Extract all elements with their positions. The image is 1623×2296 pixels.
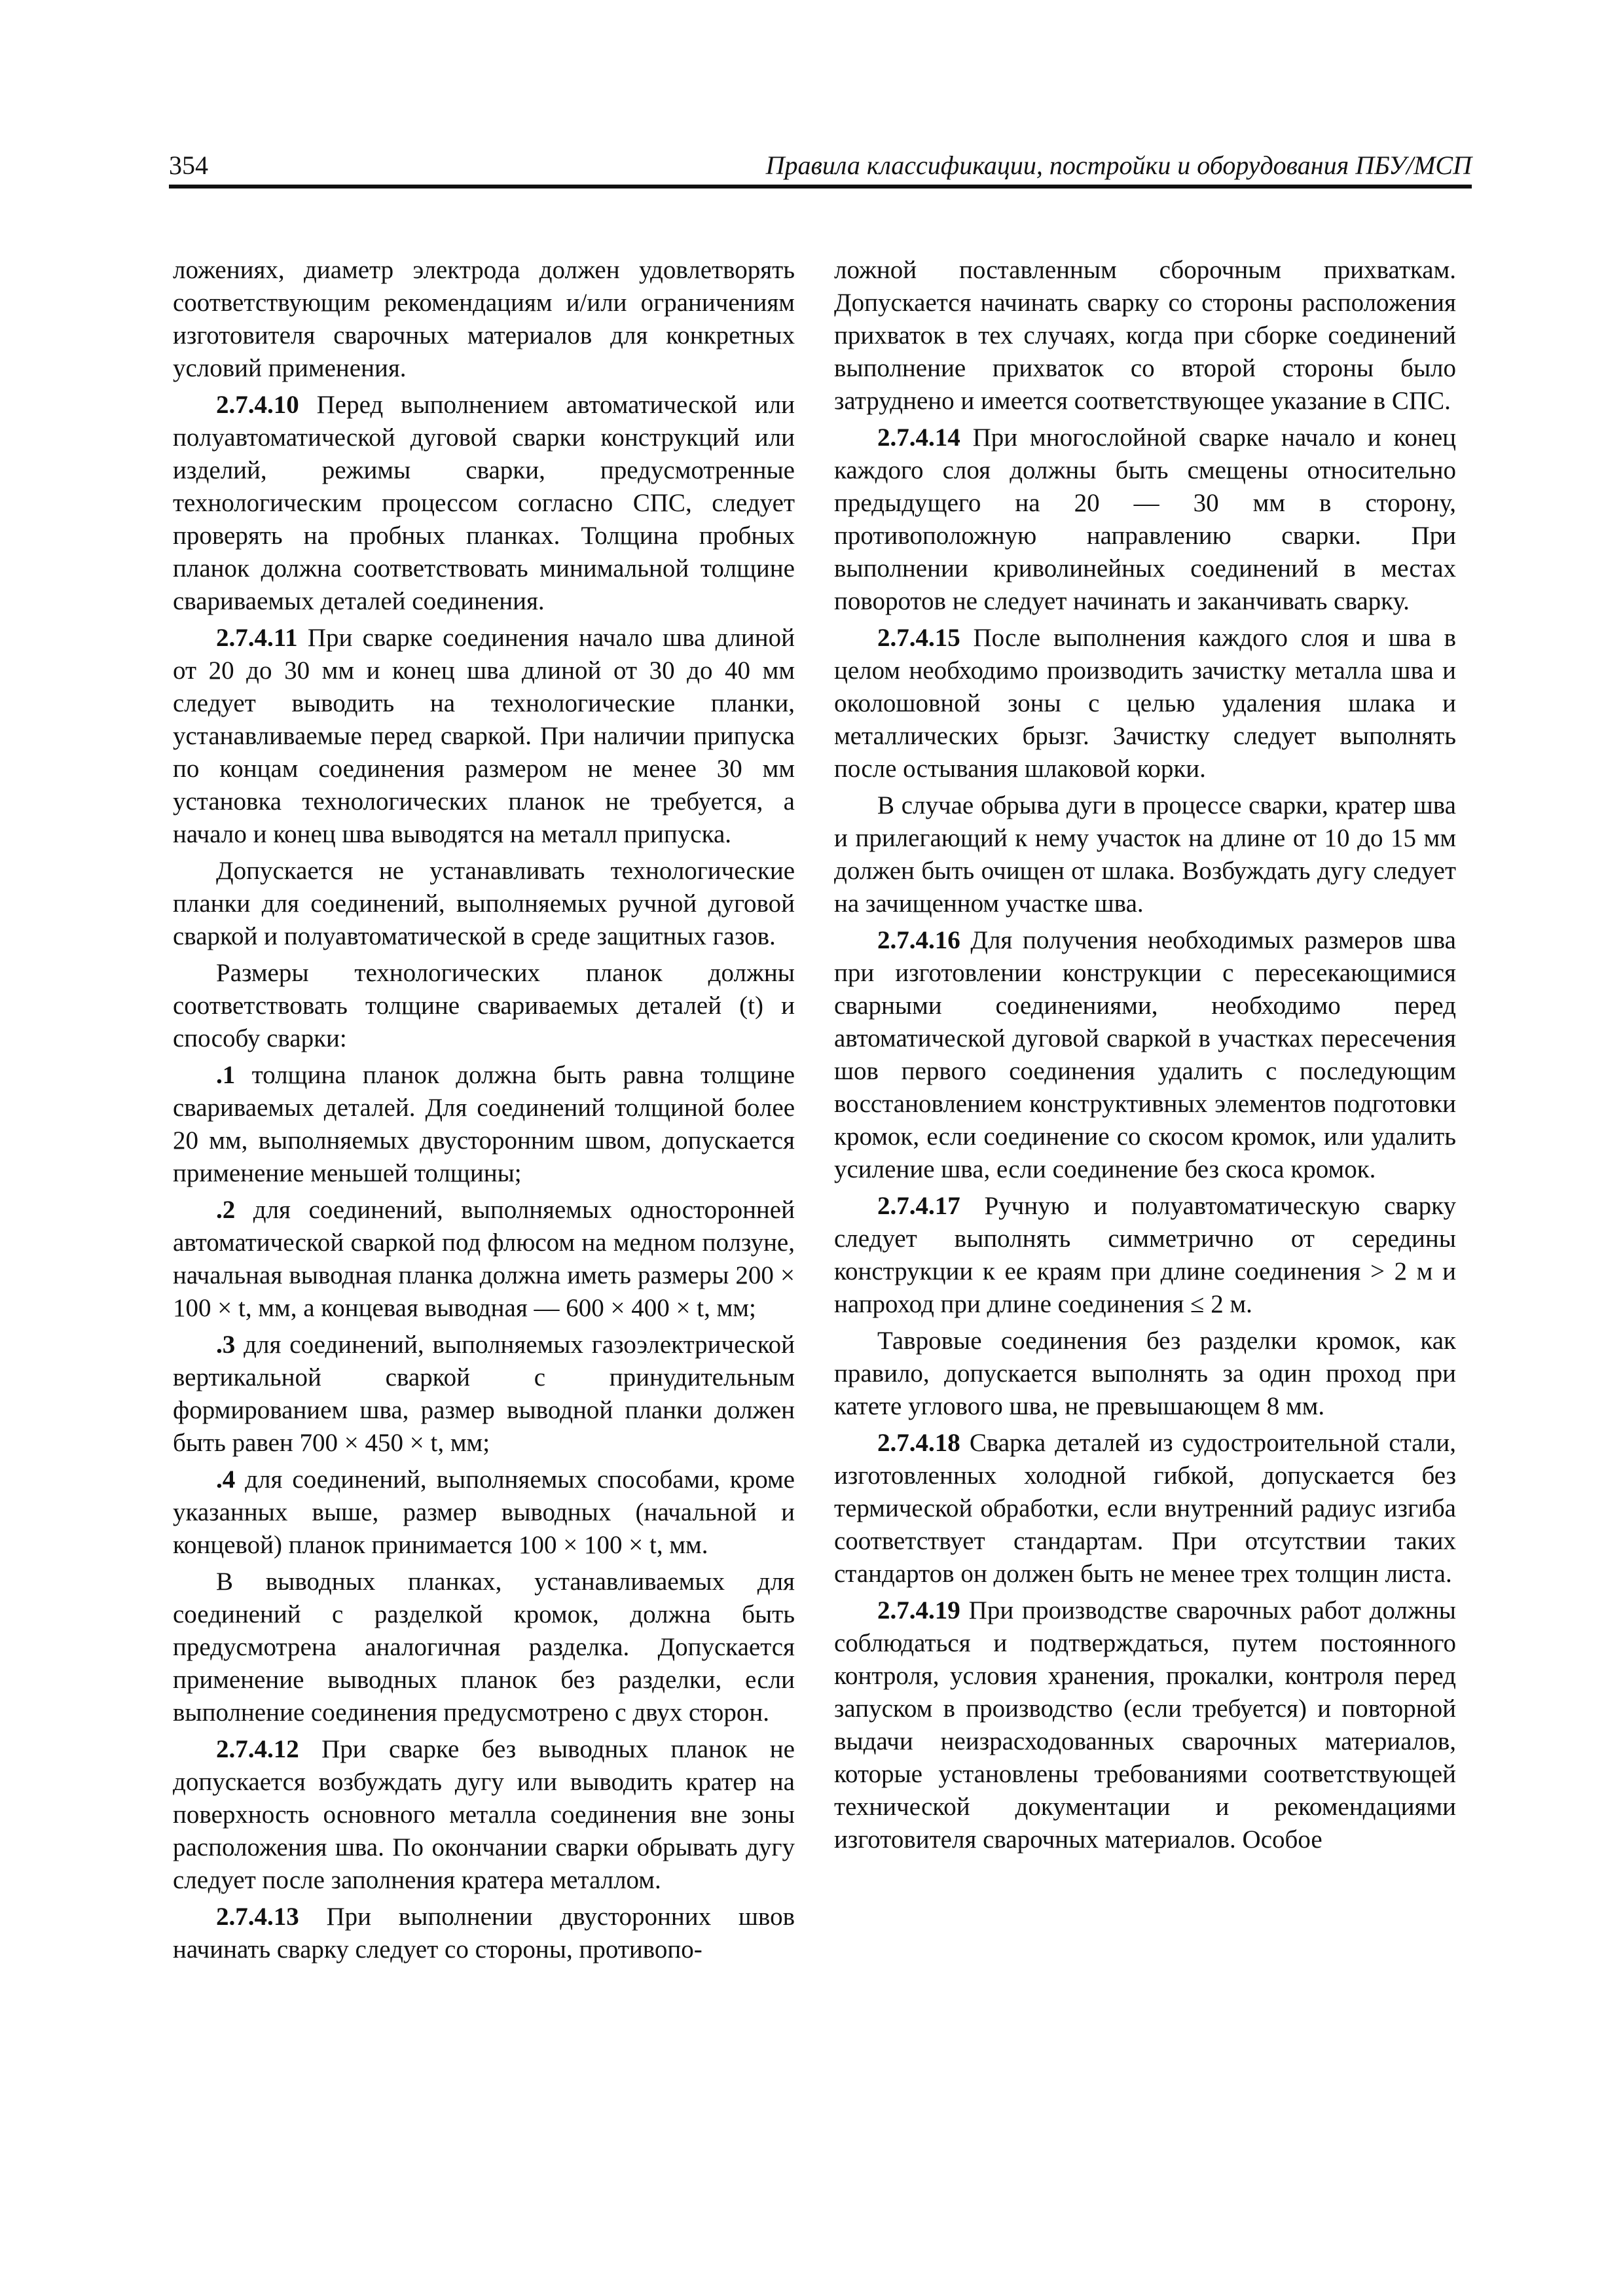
paragraph-text: Сварка деталей из судостроительной стали, изготовленных холодной гибкой, допускается без термической обработки, если внутренний радиус изгиба соответствует стандартам. При отсутствии таких стандартов он должен быть не менее трех толщин листа. bbox=[834, 1429, 1456, 1588]
paragraph-text: Ручную и полуавтоматическую сварку следует выполнять симметрично от середины конструкции к ее краям при длине соединения > 2 м и напроход при длине соединения ≤ 2 м. bbox=[834, 1192, 1456, 1318]
paragraph-text: для соединений, выполняемых газоэлектрической вертикальной сваркой с принудительным формированием шва, размер выводной планки должен быть равен 700 × 450 × t, мм; bbox=[173, 1331, 795, 1457]
clause-number: .3 bbox=[216, 1331, 236, 1359]
clause-number: 2.7.4.12 bbox=[216, 1735, 299, 1763]
clause-number: .1 bbox=[216, 1061, 236, 1089]
paragraph bbox=[834, 924, 1456, 1186]
paragraph-text: После выполнения каждого слоя и шва в целом необходимо производить зачистку металла шва и околошовной зоны с целью удаления шлака и металлических брызг. Зачистку следует выполнять после остывания шлаковой корки. bbox=[834, 624, 1456, 783]
paragraph-text: Перед выполнением автоматической или полуавтоматической дуговой сварки конструкций или изделий, режимы сварки, предусмотренные технологическим процессом согласно СПС, следует проверять на пробных планках. Толщина пробных планок должна соответствовать минимальной толщине свариваемых деталей соединения. bbox=[173, 391, 795, 615]
paragraph bbox=[173, 1059, 795, 1190]
paragraph-text: В случае обрыва дуги в процессе сварки, кратер шва и прилегающий к нему участок на длине от 10 до 15 мм должен быть очищен от шлака. Возбуждать дугу следует на зачищенном участке шва. bbox=[834, 791, 1456, 918]
clause-number: 2.7.4.14 bbox=[877, 423, 960, 452]
paragraph bbox=[173, 1733, 795, 1897]
clause-number: 2.7.4.18 bbox=[877, 1429, 960, 1457]
paragraph bbox=[834, 1325, 1456, 1423]
paragraph bbox=[173, 1194, 795, 1325]
paragraph bbox=[834, 789, 1456, 920]
clause-number: 2.7.4.10 bbox=[216, 391, 299, 419]
clause-number: 2.7.4.15 bbox=[877, 624, 960, 652]
paragraph-text: При сварке соединения начало шва длиной от 20 до 30 мм и конец шва длиной от 30 до 40 мм следует выводить на технологические планки, устанавливаемые перед сваркой. При наличии припуска по концам соединения размером не менее 30 мм установка технологических планок не требуется, а начало и конец шва выводятся на металл припуска. bbox=[173, 624, 795, 848]
right-text-column bbox=[834, 254, 1456, 1860]
paragraph bbox=[834, 254, 1456, 418]
paragraph-text: При производстве сварочных работ должны соблюдаться и подтверждаться, путем постоянного контроля, условия хранения, прокалки, контроля перед запуском в производство (если требуется) и повторной выдачи неизрасходованных сварочных материалов, которые установлены требованиями соответствующей технической документации и рекомендациями изготовителя сварочных материалов. Особое bbox=[834, 1596, 1456, 1854]
paragraph bbox=[173, 1463, 795, 1562]
paragraph bbox=[173, 855, 795, 953]
clause-number: 2.7.4.13 bbox=[216, 1903, 299, 1931]
paragraph-text: Для получения необходимых размеров шва при изготовлении конструкции с пересекающимися сварными соединениями, необходимо перед автоматической дуговой сваркой в участках пересечения шов первого соединения удалить с последующим восстановлением конструктивных элементов подготовки кромок, если соединение со скосом кромок, или удалить усиление шва, если соединение без скоса кромок. bbox=[834, 926, 1456, 1183]
paragraph-text: В выводных планках, устанавливаемых для соединений с разделкой кромок, должна быть предусмотрена аналогичная разделка. Допускается применение выводных планок без разделки, если выполнение соединения предусмотрено с двух сторон. bbox=[173, 1568, 795, 1727]
paragraph bbox=[173, 254, 795, 385]
page-number: 354 bbox=[169, 151, 208, 180]
paragraph-text: При многослойной сварке начало и конец каждого слоя должны быть смещены относительно предыдущего на 20 — 30 мм в сторону, противоположную направлению сварки. При выполнении криволинейных соединений в местах поворотов не следует начинать и заканчивать сварку. bbox=[834, 423, 1456, 615]
page-header bbox=[169, 143, 1472, 188]
paragraph-text: ложениях, диаметр электрода должен удовлетворять соответствующим рекомендациям и/или ограничениям изготовителя сварочных материалов для конкретных условий применения. bbox=[173, 256, 795, 382]
paragraph bbox=[173, 389, 795, 618]
clause-number: 2.7.4.11 bbox=[216, 624, 298, 652]
paragraph bbox=[834, 1594, 1456, 1856]
paragraph bbox=[834, 622, 1456, 785]
paragraph-text: для соединений, выполняемых способами, кроме указанных выше, размер выводных (начальной и концевой) планок принимается 100 × 100 × t, мм. bbox=[173, 1465, 795, 1559]
paragraph bbox=[173, 1329, 795, 1460]
paragraph-text: Тавровые соединения без разделки кромок, как правило, допускается выполнять за один проход при катете углового шва, не превышающем 8 мм. bbox=[834, 1327, 1456, 1420]
paragraph-text: При сварке без выводных планок не допускается возбуждать дугу или выводить кратер на поверхность основного металла соединения вне зоны расположения шва. По окончании сварки обрывать дугу следует после заполнения кратера металлом. bbox=[173, 1735, 795, 1894]
clause-number: 2.7.4.17 bbox=[877, 1192, 960, 1220]
paragraph bbox=[173, 1566, 795, 1729]
paragraph bbox=[173, 622, 795, 851]
running-title: Правила классификации, постройки и оборудования ПБУ/МСП bbox=[765, 151, 1472, 180]
clause-number: 2.7.4.19 bbox=[877, 1596, 960, 1624]
paragraph bbox=[173, 957, 795, 1055]
left-text-column bbox=[173, 254, 795, 1970]
paragraph-text: толщина планок должна быть равна толщине свариваемых деталей. Для соединений толщиной более 20 мм, выполняемых двусторонним швом, допускается применение меньшей толщины; bbox=[173, 1061, 795, 1187]
paragraph bbox=[834, 1427, 1456, 1590]
paragraph-text: Допускается не устанавливать технологические планки для соединений, выполняемых ручной дуговой сваркой и полуавтоматической в среде защитных газов. bbox=[173, 857, 795, 950]
paragraph bbox=[834, 422, 1456, 618]
paragraph-text: При выполнении двусторонних швов начинать сварку следует со стороны, противопо- bbox=[173, 1903, 795, 1964]
clause-number: .2 bbox=[216, 1196, 236, 1224]
paragraph-text: Размеры технологических планок должны соответствовать толщине свариваемых деталей (t) и способу сварки: bbox=[173, 959, 795, 1052]
clause-number: 2.7.4.16 bbox=[877, 926, 960, 954]
paragraph-text: для соединений, выполняемых односторонней автоматической сваркой под флюсом на медном ползуне, начальная выводная планка должна иметь размеры 200 × 100 × t, мм, а концевая выводная — 600 × 400 × t, мм; bbox=[173, 1196, 795, 1322]
paragraph bbox=[834, 1190, 1456, 1321]
clause-number: .4 bbox=[216, 1465, 236, 1494]
paragraph bbox=[173, 1901, 795, 1966]
paragraph-text: ложной поставленным сборочным прихваткам. Допускается начинать сварку со стороны расположения прихваток в тех случаях, когда при сборке соединений выполнение прихваток со второй стороны было затруднено и имеется соответствующее указание в СПС. bbox=[834, 256, 1456, 415]
